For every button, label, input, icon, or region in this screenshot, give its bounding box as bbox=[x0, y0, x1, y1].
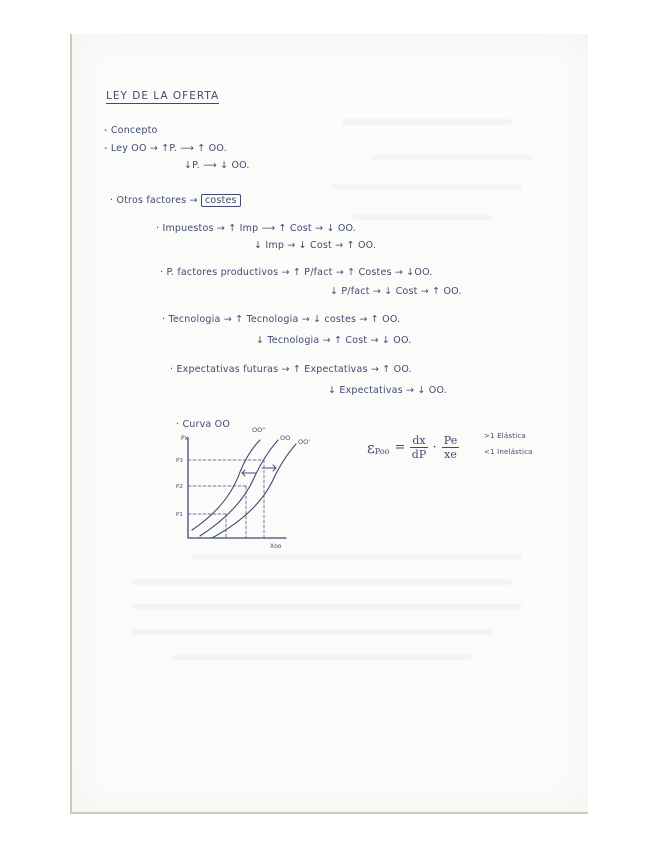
supply-curve-graph bbox=[168, 426, 328, 566]
bleed-through-line bbox=[172, 654, 472, 660]
impuestos-line-2: ↓ Imp → ↓ Cost → ↑ OO. bbox=[254, 240, 377, 251]
curva-line: · Curva OO bbox=[176, 419, 231, 430]
expectativas-line-2: ↓ Expectativas → ↓ OO. bbox=[328, 385, 447, 396]
inelastic-note: <1 Inelástica bbox=[484, 448, 533, 456]
ley-line-2: ↓P. ⟶ ↓ OO. bbox=[184, 160, 250, 171]
curve-label-oo: OO bbox=[280, 434, 291, 442]
bleed-through-line bbox=[372, 154, 532, 160]
impuestos-line-1: · Impuestos → ↑ Imp ⟶ ↑ Cost → ↓ OO. bbox=[156, 223, 357, 234]
y-axis-label: Px bbox=[181, 435, 189, 442]
tick-label-p3: P3 bbox=[176, 458, 183, 464]
curve-label-oo1: OO' bbox=[298, 438, 311, 446]
costes-box: costes bbox=[201, 194, 241, 207]
multiply-dot: · bbox=[432, 440, 437, 455]
fraction-numerator: dx bbox=[412, 434, 426, 447]
fraction-numerator: Pe bbox=[443, 434, 458, 447]
tecnologia-line-2: ↓ Tecnologia → ↑ Cost → ↓ OO. bbox=[256, 335, 412, 346]
bleed-through-line bbox=[332, 184, 522, 190]
bleed-through-line bbox=[132, 579, 512, 585]
curve-label-oo2: OO'' bbox=[252, 426, 266, 434]
bleed-through-line bbox=[132, 604, 522, 610]
elastic-note: >1 Elástica bbox=[484, 432, 526, 440]
bleed-through-line bbox=[352, 214, 492, 220]
fraction-denominator: dP bbox=[411, 448, 427, 461]
notebook-page bbox=[70, 34, 588, 814]
elasticity-formula bbox=[367, 434, 459, 461]
tick-label-p1: P1 bbox=[176, 512, 183, 518]
fraction-denominator: xe bbox=[444, 448, 457, 461]
otros-factores-label: · Otros factores → bbox=[110, 195, 198, 206]
tick-label-p2: P2 bbox=[176, 484, 183, 490]
tecnologia-line-1: · Tecnologia → ↑ Tecnologia → ↓ costes → ↑ OO. bbox=[162, 314, 401, 325]
bleed-through-line bbox=[132, 629, 492, 635]
equals-sign: = bbox=[394, 440, 406, 455]
elasticity-symbol: ε bbox=[367, 438, 375, 457]
x-axis-label: Xoo bbox=[270, 543, 282, 550]
otros-factores-line bbox=[110, 195, 241, 206]
ley-line-1: - Ley OO → ↑P. ⟶ ↑ OO. bbox=[104, 143, 227, 154]
fraction-dx-dp bbox=[410, 434, 427, 461]
factores-line-2: ↓ P/fact → ↓ Cost → ↑ OO. bbox=[330, 286, 462, 297]
elasticity-subscript: Poo bbox=[374, 447, 390, 456]
fraction-pe-xe bbox=[442, 434, 459, 461]
factores-line-1: · P. factores productivos → ↑ P/fact → ↑ Costes → ↓OO. bbox=[160, 267, 433, 278]
expectativas-line-1: · Expectativas futuras → ↑ Expectativas → ↑ OO. bbox=[170, 364, 412, 375]
page-title: LEY DE LA OFERTA bbox=[106, 90, 220, 102]
concept-line: - Concepto bbox=[104, 125, 158, 136]
bleed-through-line bbox=[342, 119, 512, 125]
